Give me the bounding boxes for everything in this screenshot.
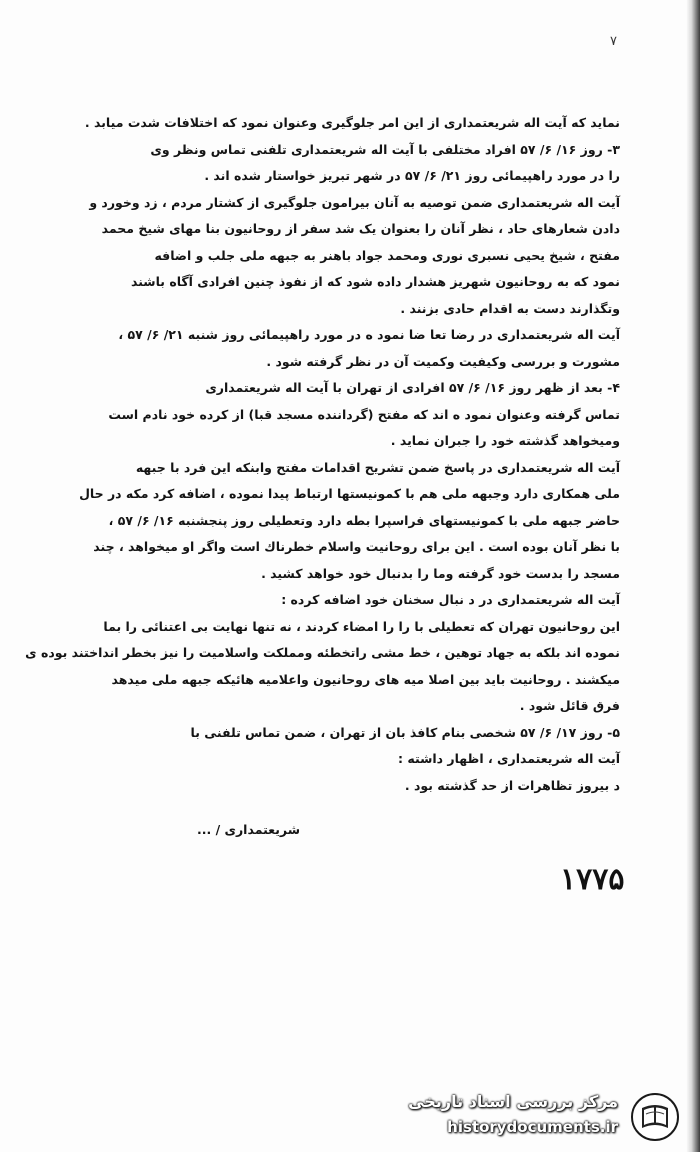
text-line: نمود كه به روحانيون شهريز هشدار داده شود كه از نفوذ چنين افرادى آگاه باشند [130,274,620,289]
text-line: را در مورد راهپيمائى روز ۲۱/ ۶/ ۵۷ در شهر تبريز خواستار شده اند . [204,168,620,183]
text-line: نمايد كه آيت اله شريعتمدارى از اين امر جلوگيرى وعنوان نمود كه اختلافات شدت ميابد . [84,115,620,130]
corner-mark: ٧ [610,34,617,49]
text-line: آيت اله شريعتمدارى ضمن توصيه به آنان بيرامون جلوگيرى از كشتار مردم ، زد وخورد و [89,194,620,210]
scan-edge-shadow [686,0,700,1152]
text-line: اين روحانيون تهران كه تعطيلى با را را امضاء كردند ، نه تنها نهايت بى اعتنائى را بما [103,618,620,634]
text-line: وتگذارند دست به اقدام حادى بزنند . [400,300,620,316]
text-line: ميكشند . روحانيت بايد بين اصلا ميه هاى روحانيون واعلاميه هائيكه جبهه ملى ميدهد [111,671,620,687]
text-line: ۴- بعد از ظهر روز ۱۶/ ۶/ ۵۷ افرادى از تهران با آيت اله شريعتمدارى [205,380,620,395]
document-body [25,110,620,799]
text-line: وميخواهد گذشته خود را جبران نمايد . [390,433,620,448]
text-line: آيت اله شريعتمدارى در رضا تعا ضا نمود ه در مورد راهپيمائى روز شنبه ۲۱/ ۶/ ۵۷ ، [118,327,620,342]
text-line: مسجد را بدست خود گرفته وما را بدنبال خود خواهد كشيد . [261,565,620,581]
text-line: ملى همكارى دارد وجبهه ملى هم با كمونيستها ارتباط پيدا نموده ، اضافه كرد مكه در حال [79,486,620,501]
text-line: فرق قائل شود . [519,698,620,713]
text-line: ۵- روز ۱۷/ ۶/ ۵۷ شخصى بنام كافذ بان از تهران ، ضمن تماس تلفنى با [190,724,620,740]
text-line: با نظر آنان بوده است . اين براى روحانيت واسلام خطرناك است واگر او ميخواهد ، چند [93,539,620,554]
text-line: مفتح ، شيخ يحيى نسبرى نورى ومحمد جواد باهنر به جبهه ملى جلب و اضافه [154,247,620,263]
page-number: ۱۷۷۵ [560,862,625,897]
text-line: ۳- روز ۱۶/ ۶/ ۵۷ افراد مختلفى با آيت اله شريعتمدارى تلفنى تماس ونظر وى [150,141,620,157]
watermark-title: مرکز بررسی اسناد تاریخی [408,1092,618,1111]
text-line: نموده اند بلكه به جهاد توهين ، خط مشى راتخطئه ومملكت واسلاميت را نيز بخطر انداختند بوده ى [25,645,620,660]
signature-line: شريعتمدارى / ... [197,822,300,837]
text-line: مشورت و بررسى وكيفيت وكميت آن در نظر گرفته شود . [266,353,620,369]
book-logo-icon [630,1092,680,1142]
text-line: حاضر جبهه ملى با كمونيستهاى فراسپرا بطه دارد وتعطيلى روز پنجشنبه ۱۶/ ۶/ ۵۷ ، [108,512,620,528]
watermark [400,1088,680,1144]
text-line: تماس گرفته وعنوان نمود ه اند كه مفتح (گرداننده مسجد قبا) از كرده خود نادم است [108,406,620,422]
watermark-url: historydocuments.ir [447,1118,618,1136]
text-line: دادن شعارهاى حاد ، نظر آنان را بعنوان يک شد سفر از روحانيون بنا مهاى شيخ محمد [101,221,620,236]
text-line: آيت اله شريعتمدارى ، اظهار داشته : [398,751,620,766]
text-line: آيت اله شريعتمدارى در پاسخ ضمن تشريح اقدامات مفتح وابنكه اين فرد با جبهه [135,459,620,475]
text-line: آيت اله شريعتمدارى در د نبال سخنان خود اضافه كرده : [281,592,620,607]
text-line: د بيروز تظاهرات از حد گذشته بود . [404,777,620,793]
